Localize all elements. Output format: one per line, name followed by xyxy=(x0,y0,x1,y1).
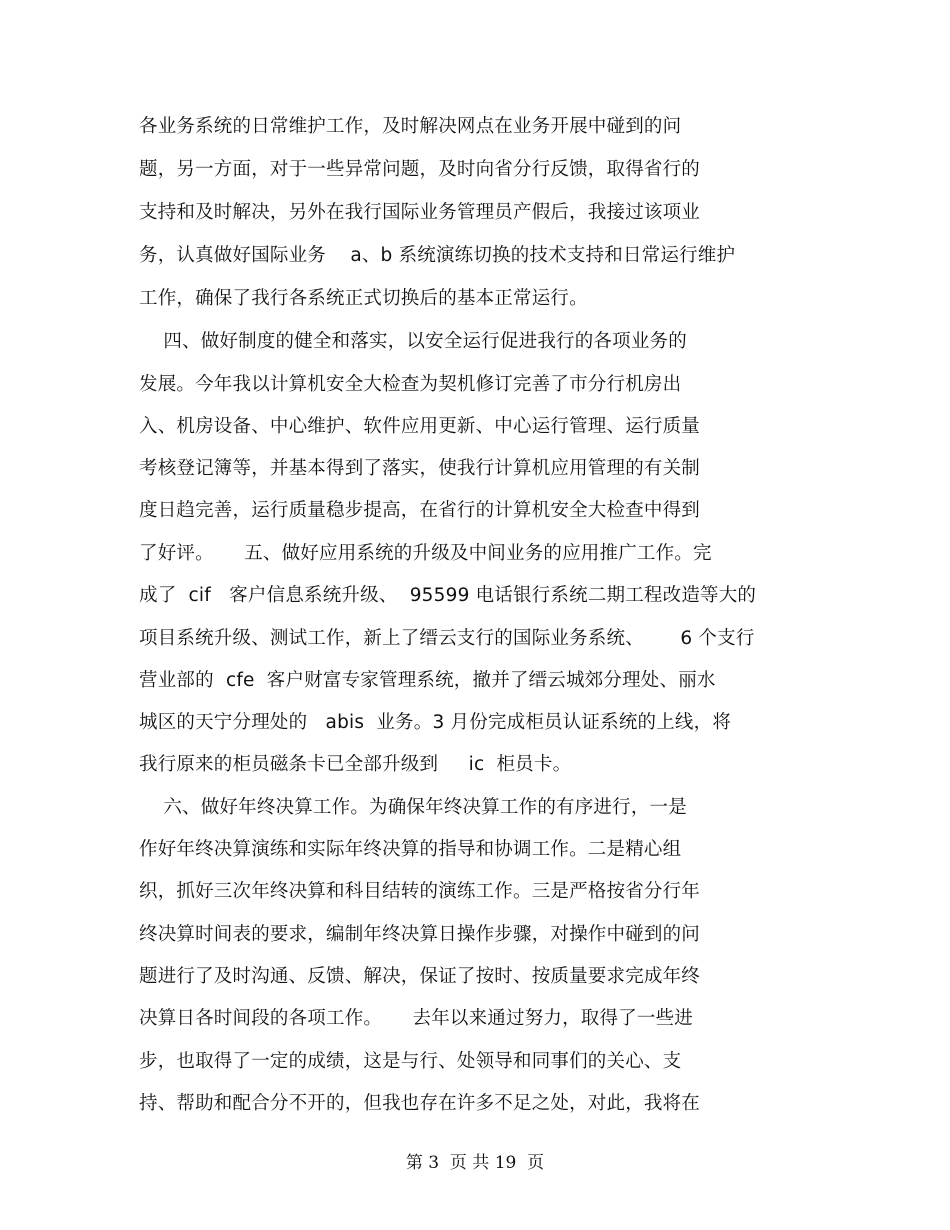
text-line: 步，也取得了一定的成绩，这是与行、处领导和同事们的关心、支 xyxy=(139,1051,682,1072)
text-line: 项目系统升级、测试工作，新上了缙云支行的国际业务系统、 6 个支行 xyxy=(139,628,755,649)
text-line: 城区的天宁分理处的 abis 业务。3 月份完成柜员认证系统的上线，将 xyxy=(139,712,732,733)
text-line: 决算日各时间段的各项工作。 去年以来通过努力，取得了一些进 xyxy=(139,1008,694,1029)
text-line: 工作，确保了我行各系统正式切换后的基本正常运行。 xyxy=(139,288,588,309)
text-line: 成了 cif 客户信息系统升级、 95599 电话银行系统二期工程改造等大的 xyxy=(139,585,757,606)
text-line: 各业务系统的日常维护工作，及时解决网点在业务开展中碰到的问 xyxy=(139,116,682,137)
text-line: 六、做好年终决算工作。为确保年终决算工作的有序进行，一是 xyxy=(139,797,687,818)
text-line: 题，另一方面，对于一些异常问题，及时向省分行反馈，取得省行的 xyxy=(139,159,701,180)
text-line: 题进行了及时沟通、反馈、解决，保证了按时、按质量要求完成年终 xyxy=(139,966,701,987)
text-line: 作好年终决算演练和实际年终决算的指导和协调工作。二是精心组 xyxy=(139,839,682,860)
text-line: 了好评。 五、做好应用系统的升级及中间业务的应用推广工作。完 xyxy=(139,543,712,564)
text-line: 我行原来的柜员磁条卡已全部升级到 ic 柜员卡。 xyxy=(139,754,572,775)
text-line: 营业部的 cfe 客户财富专家管理系统，撤并了缙云城郊分理处、丽水 xyxy=(139,670,716,691)
page-number-footer: 第 3 页 共 19 页 xyxy=(405,1153,545,1173)
text-line: 四、做好制度的健全和落实，以安全运行促进我行的各项业务的 xyxy=(139,331,687,352)
text-line: 度日趋完善，运行质量稳步提高，在省行的计算机安全大检查中得到 xyxy=(139,500,701,521)
text-line: 持、帮助和配合分不开的，但我也存在许多不足之处，对此，我将在 xyxy=(139,1093,701,1114)
text-line: 考核登记簿等，并基本得到了落实，使我行计算机应用管理的有关制 xyxy=(139,458,701,479)
text-line: 发展。今年我以计算机安全大检查为契机修订完善了市分行机房出 xyxy=(139,374,682,395)
text-line: 支持和及时解决，另外在我行国际业务管理员产假后，我接过该项业 xyxy=(139,202,701,223)
text-line: 终决算时间表的要求，编制年终决算日操作步骤，对操作中碰到的问 xyxy=(139,924,701,945)
text-line: 务，认真做好国际业务 a、b 系统演练切换的技术支持和日常运行维护 xyxy=(139,245,736,266)
text-line: 入、机房设备、中心维护、软件应用更新、中心运行管理、运行质量 xyxy=(139,416,701,437)
text-line: 织，抓好三次年终决算和科目结转的演练工作。三是严格按省分行年 xyxy=(139,881,701,902)
